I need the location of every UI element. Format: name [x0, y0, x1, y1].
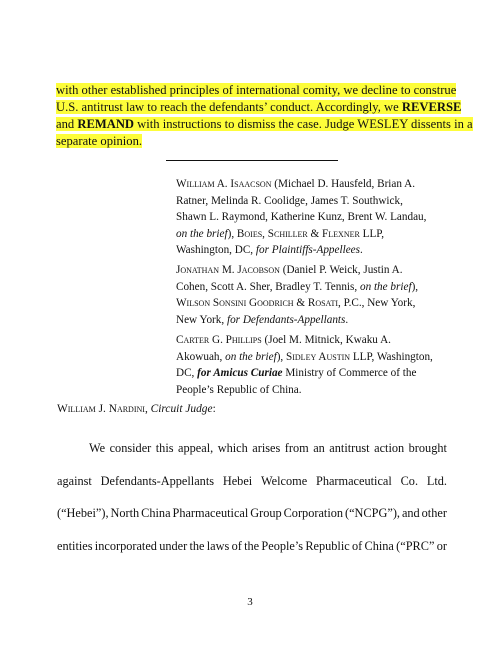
opinion-body [57, 432, 447, 563]
word: antitrust [329, 441, 370, 455]
highlighted-line [56, 116, 473, 133]
word: incorporated [94, 539, 157, 554]
highlighted-text: and [56, 117, 78, 131]
law-firm-name: Boies, Schiller & Flexner [236, 227, 360, 240]
page-number: 3 [247, 596, 253, 608]
word: Co. [400, 473, 419, 488]
counsel-line [176, 242, 444, 259]
counsel-text: (Joel M. Mitnick, Kwaku A. [261, 334, 391, 346]
counsel-italic: on the brief [176, 227, 228, 240]
word: entities [57, 539, 93, 554]
highlighted-line [56, 133, 448, 150]
counsel-text: ), [276, 350, 287, 363]
reverse-ruling: REVERSE [401, 100, 462, 114]
counsel-text: ), [411, 280, 419, 293]
counsel-line [176, 295, 444, 312]
highlighted-text: with other established principles of international comity, we decline to construe [56, 83, 457, 97]
body-line [57, 432, 447, 465]
word: from [284, 441, 309, 455]
counsel-role: for Plaintiffs-Appellees [255, 244, 360, 256]
judge-suffix: : [212, 403, 216, 415]
counsel-line [176, 332, 444, 349]
word: Group [250, 506, 282, 521]
counsel-line [176, 193, 444, 210]
word: China [141, 506, 171, 521]
word: of [231, 539, 242, 554]
counsel-line [176, 382, 444, 399]
counsel-text: Shawn L. Raymond, Katherine Kunz, Brent W. Landau, [176, 211, 427, 223]
counsel-text: (Daniel P. Weick, Justin A. [279, 264, 403, 276]
counsel-line [176, 209, 444, 226]
counsel-block-amicus [176, 332, 444, 398]
counsel-text: Washington, DC, [176, 244, 256, 256]
highlighted-line [56, 99, 462, 116]
highlighted-line [56, 82, 457, 99]
counsel-role: for Amicus Curiae [197, 367, 283, 379]
word: China [364, 539, 394, 554]
counsel-line [176, 349, 444, 366]
counsel-text: Ministry of Commerce of the [282, 367, 417, 379]
counsel-line [176, 226, 444, 243]
word: Pharmaceutical [315, 473, 392, 488]
highlighted-text: with instructions to dismiss the case. Judge WESLEY dissents in a [134, 117, 473, 131]
counsel-italic: on the brief [359, 280, 412, 293]
word: which [217, 441, 248, 455]
word: Republic [305, 539, 350, 554]
word: People’s [261, 539, 304, 554]
counsel-text: ), [227, 227, 237, 240]
word: this [155, 441, 174, 455]
highlighted-text: U.S. antitrust law to reach the defendants’ conduct. Accordingly, we [56, 100, 402, 114]
counsel-block-defendants [176, 262, 444, 328]
word: brought [408, 441, 447, 455]
word: an [313, 441, 325, 455]
word: action [374, 441, 405, 455]
word: Defendants-Appellants [100, 473, 215, 488]
judge-name: William J. Nardini [57, 403, 145, 415]
word: appeal, [178, 441, 214, 455]
body-line [57, 497, 447, 530]
judge-title: Circuit Judge [150, 403, 213, 415]
counsel-text: New York, [176, 313, 227, 326]
word: other [421, 506, 447, 521]
word: under [159, 539, 188, 554]
word: of [352, 539, 363, 554]
counsel-line [176, 312, 444, 329]
word: the [244, 539, 260, 554]
counsel-text: . [360, 244, 363, 256]
body-line [57, 530, 447, 563]
body-line [57, 465, 447, 498]
counsel-text: (Michael D. Hausfeld, Brian A. [271, 178, 416, 190]
word: (“Hebei”), [57, 506, 109, 521]
word: Pharmaceutical [172, 506, 249, 521]
counsel-line [176, 365, 444, 382]
counsel-text: Akowuah, [176, 350, 226, 363]
attorney-name: Jonathan M. Jacobson [176, 264, 280, 276]
counsel-line [176, 176, 444, 193]
law-firm-name: Wilson Sonsini Goodrich & Rosati [176, 297, 338, 309]
judge-attribution: William J. Nardini, Circuit Judge: [57, 403, 216, 415]
word: consider [109, 441, 152, 455]
law-firm-name: Sidley Austin [286, 350, 351, 363]
attorney-name: William A. Isaacson [176, 178, 272, 190]
counsel-text: DC, [176, 367, 198, 379]
word: We [89, 441, 106, 455]
word: and [401, 506, 420, 521]
counsel-text: LLP, [359, 227, 385, 240]
word: Welcome [261, 473, 308, 488]
word: or [436, 539, 447, 554]
word: against [57, 473, 92, 488]
attorney-name: Carter G. Phillips [176, 334, 262, 346]
word: Hebei [222, 473, 253, 488]
remand-ruling: REMAND [77, 117, 135, 131]
counsel-text: LLP, Washington, [350, 350, 433, 363]
word: Ltd. [426, 473, 447, 488]
word: (“PRC” [396, 539, 435, 554]
counsel-text: , P.C., New York, [338, 297, 416, 309]
counsel-line [176, 262, 444, 279]
word: North [110, 506, 140, 521]
word: the [189, 539, 205, 554]
counsel-block-plaintiffs [176, 176, 444, 259]
counsel-role: for Defendants-Appellants [226, 313, 346, 326]
counsel-text: Ratner, Melinda R. Coolidge, James T. Southwick, [176, 194, 403, 207]
counsel-text: . [345, 313, 349, 326]
section-divider [166, 160, 338, 161]
word: arises [252, 441, 281, 455]
highlighted-passage [56, 82, 473, 150]
counsel-text: People’s Republic of China. [176, 383, 302, 396]
counsel-line [176, 279, 444, 296]
highlighted-text: separate opinion. [56, 134, 143, 148]
word: Corporation [283, 506, 344, 521]
word: laws [206, 539, 230, 554]
counsel-italic: on the brief [225, 350, 277, 363]
word: (“NCPG”), [345, 506, 400, 521]
counsel-text: Cohen, Scott A. Sher, Bradley T. Tennis, [176, 280, 360, 293]
